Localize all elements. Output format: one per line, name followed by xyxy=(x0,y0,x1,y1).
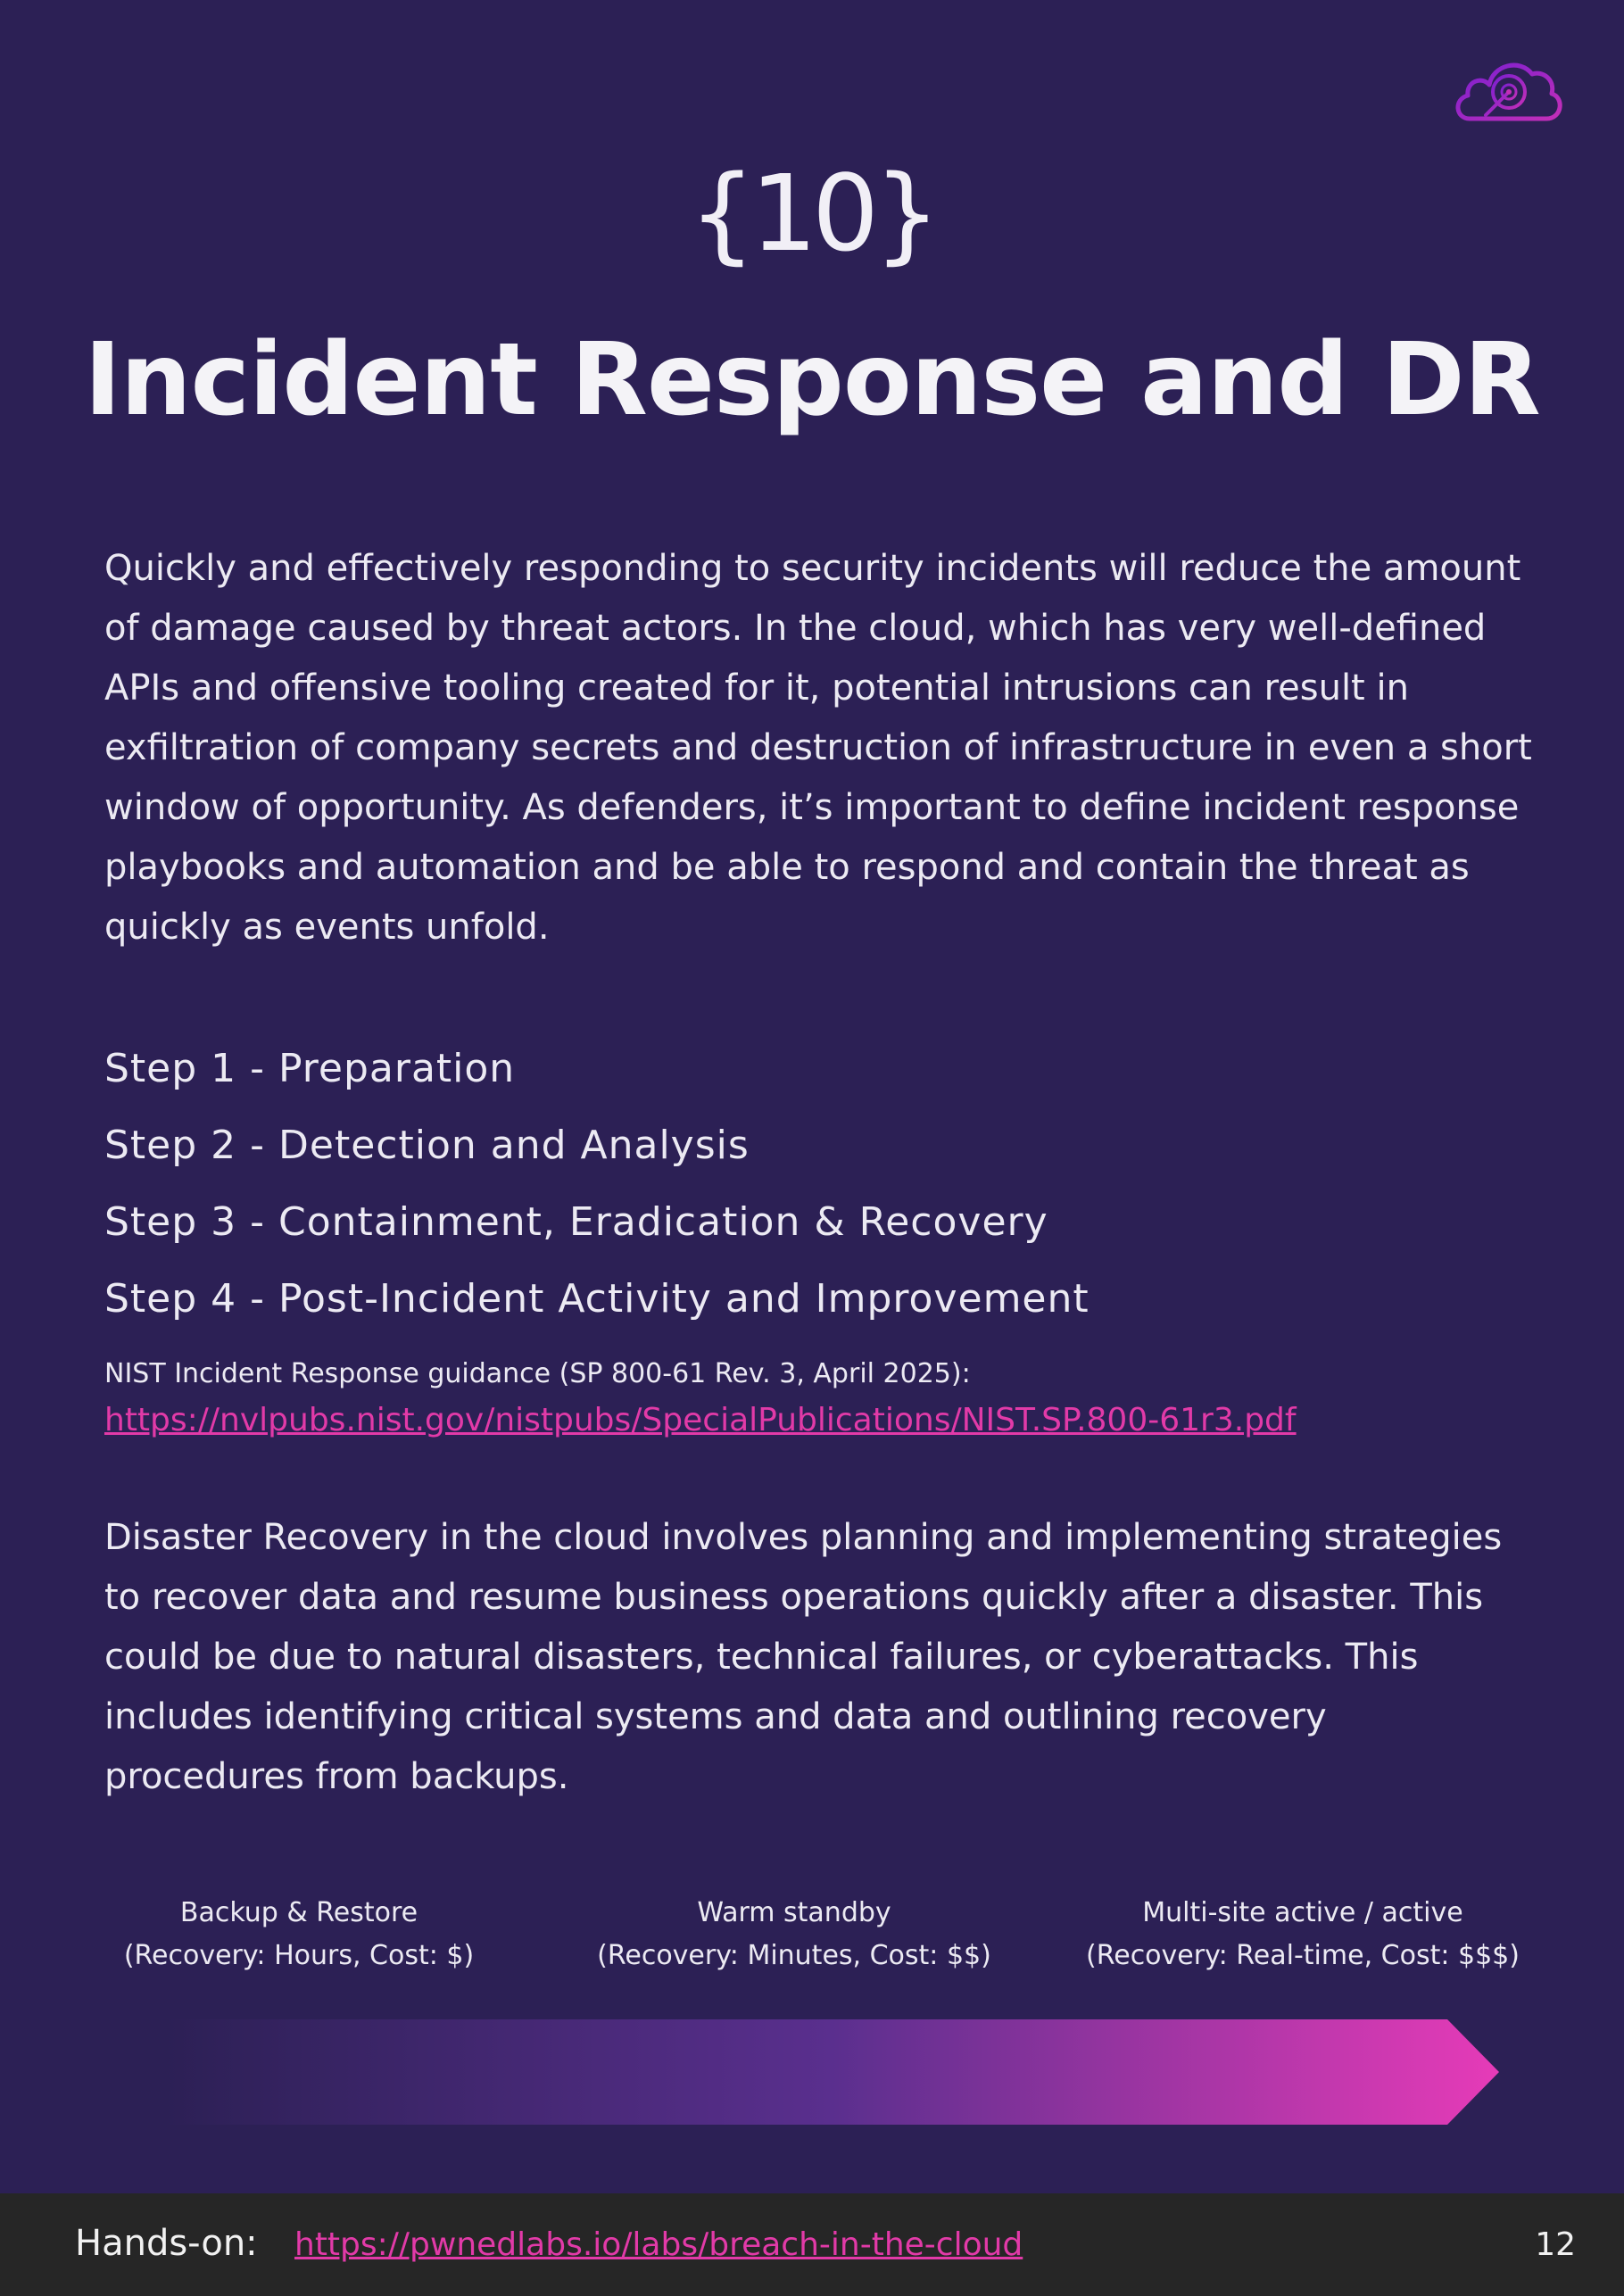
nist-guidance-label: NIST Incident Response guidance (SP 800-61 Rev. 3, April 2025): xyxy=(104,1358,971,1389)
footer-bar xyxy=(0,2193,1624,2296)
strategy-name: Multi-site active / active xyxy=(1142,1897,1463,1928)
step-item: Step 3 - Containment, Eradication & Recovery xyxy=(104,1199,1048,1245)
strategy-name: Backup & Restore xyxy=(179,1897,418,1928)
page-title: Incident Response and DR xyxy=(84,322,1540,438)
recovery-spectrum-arrow xyxy=(165,2019,1499,2125)
nist-guidance-link[interactable]: https://nvlpubs.nist.gov/nistpubs/SpecialPublications/NIST.SP.800-61r3.pdf xyxy=(104,1402,1297,1438)
page-number: 12 xyxy=(1535,2226,1576,2263)
step-item: Step 4 - Post-Incident Activity and Improvement xyxy=(104,1276,1090,1322)
steps-list xyxy=(104,1031,1090,1338)
strategy-warm-standby xyxy=(571,1892,1017,1977)
hands-on-link[interactable]: https://pwnedlabs.io/labs/breach-in-the-cloud xyxy=(294,2226,1023,2263)
step-item: Step 1 - Preparation xyxy=(104,1046,516,1091)
cloud-target-icon xyxy=(1450,49,1566,129)
section-number-badge: {10} xyxy=(688,152,936,275)
strategy-multi-site xyxy=(1071,1892,1535,1977)
strategy-detail: (Recovery: Real-time, Cost: $$$) xyxy=(1086,1940,1520,1971)
intro-paragraph: Quickly and effectively responding to security incidents will reduce the amount of damage caused by threat actors. In the cloud, which has very well-defined APIs and offensive tooling created for it, potential intrusions can result in exfiltration of company secrets and destruction of infrastructure in even a short window of opportunity. As defenders, it’s important to define incident response playbooks and automation and be able to respond and contain the threat as quickly as events unfold. xyxy=(104,548,1532,948)
disaster-recovery-paragraph: Disaster Recovery in the cloud involves planning and implementing strategies to recover data and resume business operations quickly after a disaster. This could be due to natural disasters, technical failures, or cyberattacks. This includes identifying critical systems and data and outlining recovery procedures from backups. xyxy=(104,1517,1503,1797)
strategy-name: Warm standby xyxy=(697,1897,891,1928)
hands-on-label: Hands-on: xyxy=(75,2223,258,2264)
strategy-backup-restore xyxy=(98,1892,500,1977)
step-item: Step 2 - Detection and Analysis xyxy=(104,1123,750,1168)
strategy-detail: (Recovery: Minutes, Cost: $$) xyxy=(597,1940,991,1971)
strategy-detail: (Recovery: Hours, Cost: $) xyxy=(123,1940,475,1971)
dr-strategies xyxy=(98,1892,1526,1981)
